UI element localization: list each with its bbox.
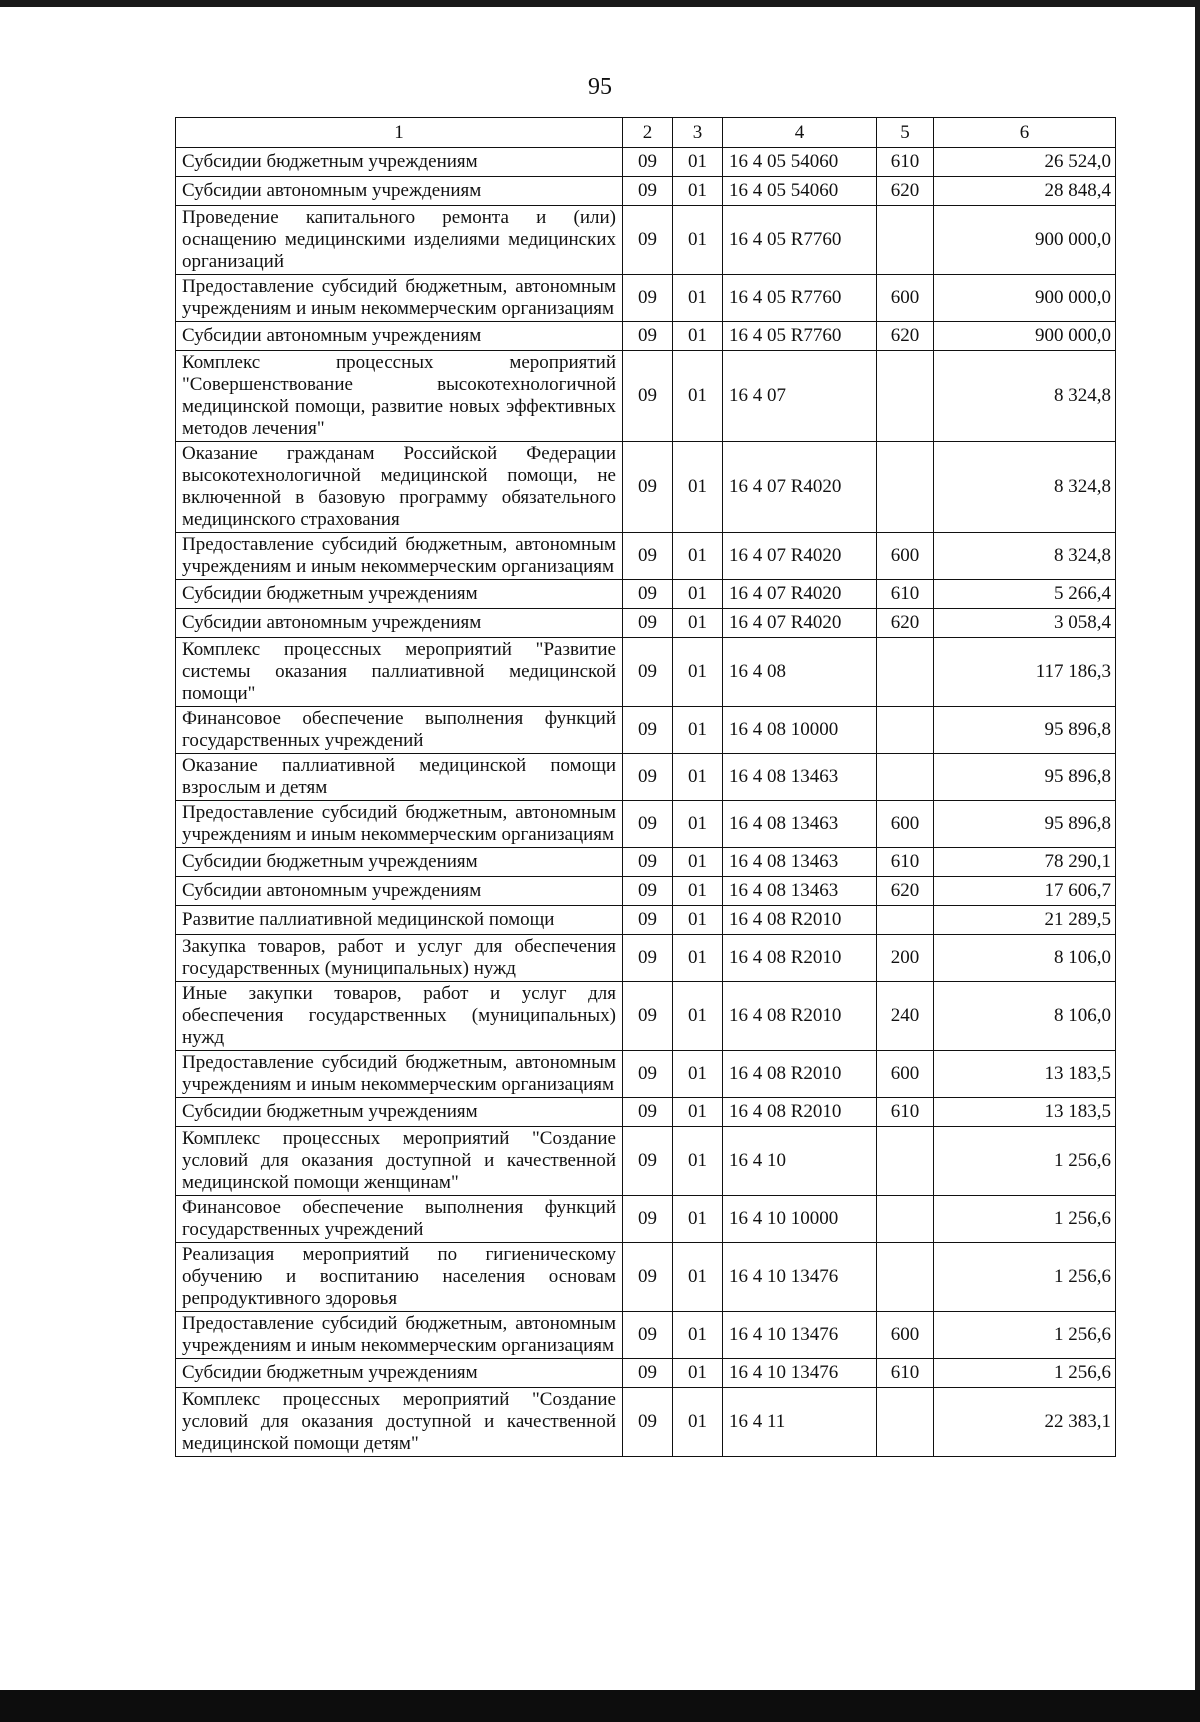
scan-bottom-border — [0, 1690, 1200, 1722]
cell-subsection: 01 — [673, 935, 723, 982]
table-row — [176, 801, 1116, 848]
table-row — [176, 935, 1116, 982]
cell-target-code: 16 4 05 R7760 — [723, 206, 877, 275]
header-col-amount: 6 — [934, 118, 1116, 148]
cell-expense-type: 620 — [877, 322, 934, 351]
cell-name: Иные закупки товаров, работ и услуг для обеспечения государственных (муниципальных) нужд — [176, 982, 623, 1051]
table-row — [176, 1098, 1116, 1127]
cell-target-code: 16 4 11 — [723, 1388, 877, 1457]
cell-amount: 28 848,4 — [934, 177, 1116, 206]
cell-name: Субсидии бюджетным учреждениям — [176, 580, 623, 609]
cell-section: 09 — [623, 1359, 673, 1388]
cell-expense-type — [877, 1243, 934, 1312]
cell-amount: 8 106,0 — [934, 935, 1116, 982]
cell-expense-type — [877, 206, 934, 275]
cell-expense-type: 600 — [877, 1051, 934, 1098]
cell-subsection: 01 — [673, 877, 723, 906]
cell-expense-type — [877, 1196, 934, 1243]
cell-expense-type: 610 — [877, 848, 934, 877]
cell-target-code: 16 4 08 13463 — [723, 801, 877, 848]
cell-expense-type: 600 — [877, 533, 934, 580]
budget-table-wrapper — [175, 117, 1115, 1457]
cell-target-code: 16 4 08 R2010 — [723, 982, 877, 1051]
cell-expense-type: 600 — [877, 801, 934, 848]
cell-subsection: 01 — [673, 533, 723, 580]
table-row — [176, 206, 1116, 275]
cell-target-code: 16 4 07 R4020 — [723, 442, 877, 533]
cell-subsection: 01 — [673, 609, 723, 638]
table-row — [176, 1312, 1116, 1359]
cell-section: 09 — [623, 275, 673, 322]
header-col-expense-type: 5 — [877, 118, 934, 148]
cell-target-code: 16 4 08 R2010 — [723, 1098, 877, 1127]
table-row — [176, 1051, 1116, 1098]
cell-expense-type: 600 — [877, 1312, 934, 1359]
cell-target-code: 16 4 07 R4020 — [723, 533, 877, 580]
cell-section: 09 — [623, 982, 673, 1051]
cell-target-code: 16 4 05 54060 — [723, 148, 877, 177]
cell-target-code: 16 4 07 R4020 — [723, 580, 877, 609]
cell-subsection: 01 — [673, 1243, 723, 1312]
cell-name: Субсидии автономным учреждениям — [176, 322, 623, 351]
scan-top-border — [0, 0, 1200, 7]
cell-expense-type: 600 — [877, 275, 934, 322]
cell-name: Финансовое обеспечение выполнения функций государственных учреждений — [176, 707, 623, 754]
cell-amount: 8 324,8 — [934, 442, 1116, 533]
cell-section: 09 — [623, 801, 673, 848]
cell-name: Субсидии автономным учреждениям — [176, 877, 623, 906]
cell-subsection: 01 — [673, 848, 723, 877]
cell-expense-type: 610 — [877, 148, 934, 177]
cell-expense-type: 610 — [877, 1098, 934, 1127]
cell-amount: 17 606,7 — [934, 877, 1116, 906]
table-row — [176, 533, 1116, 580]
cell-section: 09 — [623, 580, 673, 609]
cell-amount: 8 324,8 — [934, 351, 1116, 442]
cell-target-code: 16 4 08 R2010 — [723, 1051, 877, 1098]
cell-name: Предоставление субсидий бюджетным, автономным учреждениям и иным некоммерческим организациям — [176, 1312, 623, 1359]
cell-subsection: 01 — [673, 1127, 723, 1196]
cell-amount: 1 256,6 — [934, 1196, 1116, 1243]
cell-expense-type — [877, 1127, 934, 1196]
cell-target-code: 16 4 10 13476 — [723, 1359, 877, 1388]
table-row — [176, 754, 1116, 801]
cell-name: Предоставление субсидий бюджетным, автономным учреждениям и иным некоммерческим организациям — [176, 1051, 623, 1098]
cell-section: 09 — [623, 351, 673, 442]
table-row — [176, 1196, 1116, 1243]
table-row — [176, 848, 1116, 877]
cell-expense-type — [877, 906, 934, 935]
cell-expense-type: 610 — [877, 580, 934, 609]
cell-subsection: 01 — [673, 1388, 723, 1457]
cell-name: Комплекс процессных мероприятий "Совершенствование высокотехнологичной медицинской помощи, развитие новых эффективных методов лечения" — [176, 351, 623, 442]
cell-subsection: 01 — [673, 638, 723, 707]
cell-name: Оказание гражданам Российской Федерации высокотехнологичной медицинской помощи, не включенной в базовую программу обязательного медицинского страхования — [176, 442, 623, 533]
cell-target-code: 16 4 08 13463 — [723, 877, 877, 906]
budget-table — [175, 117, 1116, 1457]
cell-expense-type — [877, 351, 934, 442]
cell-expense-type — [877, 1388, 934, 1457]
cell-subsection: 01 — [673, 1359, 723, 1388]
table-row — [176, 1127, 1116, 1196]
cell-name: Субсидии бюджетным учреждениям — [176, 1098, 623, 1127]
cell-section: 09 — [623, 533, 673, 580]
cell-section: 09 — [623, 322, 673, 351]
table-row — [176, 609, 1116, 638]
cell-amount: 22 383,1 — [934, 1388, 1116, 1457]
cell-amount: 900 000,0 — [934, 275, 1116, 322]
cell-amount: 21 289,5 — [934, 906, 1116, 935]
cell-subsection: 01 — [673, 442, 723, 533]
cell-section: 09 — [623, 638, 673, 707]
cell-amount: 1 256,6 — [934, 1243, 1116, 1312]
cell-name: Развитие паллиативной медицинской помощи — [176, 906, 623, 935]
cell-section: 09 — [623, 1196, 673, 1243]
cell-section: 09 — [623, 1051, 673, 1098]
cell-target-code: 16 4 10 13476 — [723, 1243, 877, 1312]
cell-target-code: 16 4 08 — [723, 638, 877, 707]
table-body — [176, 148, 1116, 1457]
cell-target-code: 16 4 08 13463 — [723, 754, 877, 801]
cell-name: Субсидии автономным учреждениям — [176, 609, 623, 638]
page-number: 95 — [588, 74, 612, 100]
cell-subsection: 01 — [673, 754, 723, 801]
cell-amount: 1 256,6 — [934, 1127, 1116, 1196]
table-row — [176, 638, 1116, 707]
table-row — [176, 442, 1116, 533]
cell-amount: 95 896,8 — [934, 707, 1116, 754]
cell-expense-type: 200 — [877, 935, 934, 982]
table-row — [176, 1359, 1116, 1388]
cell-subsection: 01 — [673, 206, 723, 275]
cell-section: 09 — [623, 1127, 673, 1196]
cell-expense-type: 620 — [877, 609, 934, 638]
cell-subsection: 01 — [673, 580, 723, 609]
cell-name: Предоставление субсидий бюджетным, автономным учреждениям и иным некоммерческим организациям — [176, 275, 623, 322]
header-col-name: 1 — [176, 118, 623, 148]
cell-subsection: 01 — [673, 148, 723, 177]
cell-amount: 26 524,0 — [934, 148, 1116, 177]
cell-subsection: 01 — [673, 351, 723, 442]
table-row — [176, 275, 1116, 322]
cell-target-code: 16 4 08 R2010 — [723, 935, 877, 982]
cell-section: 09 — [623, 206, 673, 275]
cell-section: 09 — [623, 1388, 673, 1457]
cell-target-code: 16 4 10 10000 — [723, 1196, 877, 1243]
table-row — [176, 1388, 1116, 1457]
cell-amount: 13 183,5 — [934, 1098, 1116, 1127]
cell-amount: 117 186,3 — [934, 638, 1116, 707]
cell-target-code: 16 4 10 — [723, 1127, 877, 1196]
table-row — [176, 351, 1116, 442]
cell-section: 09 — [623, 609, 673, 638]
table-row — [176, 982, 1116, 1051]
cell-subsection: 01 — [673, 707, 723, 754]
cell-expense-type — [877, 442, 934, 533]
cell-name: Закупка товаров, работ и услуг для обеспечения государственных (муниципальных) нужд — [176, 935, 623, 982]
cell-amount: 95 896,8 — [934, 801, 1116, 848]
cell-name: Оказание паллиативной медицинской помощи взрослым и детям — [176, 754, 623, 801]
cell-name: Реализация мероприятий по гигиеническому обучению и воспитанию населения основам репродуктивного здоровья — [176, 1243, 623, 1312]
cell-target-code: 16 4 10 13476 — [723, 1312, 877, 1359]
cell-section: 09 — [623, 148, 673, 177]
cell-section: 09 — [623, 906, 673, 935]
cell-expense-type: 610 — [877, 1359, 934, 1388]
cell-section: 09 — [623, 1312, 673, 1359]
cell-section: 09 — [623, 1098, 673, 1127]
cell-amount: 900 000,0 — [934, 322, 1116, 351]
cell-subsection: 01 — [673, 177, 723, 206]
cell-subsection: 01 — [673, 801, 723, 848]
cell-amount: 8 324,8 — [934, 533, 1116, 580]
scan-right-border — [1195, 0, 1200, 1722]
cell-amount: 1 256,6 — [934, 1312, 1116, 1359]
header-col-section: 2 — [623, 118, 673, 148]
cell-section: 09 — [623, 935, 673, 982]
cell-name: Проведение капитального ремонта и (или) оснащению медицинскими изделиями медицинских организаций — [176, 206, 623, 275]
cell-target-code: 16 4 05 54060 — [723, 177, 877, 206]
cell-expense-type: 620 — [877, 177, 934, 206]
cell-name: Комплекс процессных мероприятий "Создание условий для оказания доступной и качественной медицинской помощи детям" — [176, 1388, 623, 1457]
cell-target-code: 16 4 05 R7760 — [723, 322, 877, 351]
cell-amount: 13 183,5 — [934, 1051, 1116, 1098]
cell-section: 09 — [623, 442, 673, 533]
cell-expense-type — [877, 707, 934, 754]
cell-subsection: 01 — [673, 1098, 723, 1127]
cell-subsection: 01 — [673, 1051, 723, 1098]
cell-target-code: 16 4 08 10000 — [723, 707, 877, 754]
cell-name: Комплекс процессных мероприятий "Развитие системы оказания паллиативной медицинской помощи" — [176, 638, 623, 707]
table-row — [176, 322, 1116, 351]
cell-target-code: 16 4 07 — [723, 351, 877, 442]
cell-target-code: 16 4 08 R2010 — [723, 906, 877, 935]
cell-amount: 3 058,4 — [934, 609, 1116, 638]
cell-target-code: 16 4 07 R4020 — [723, 609, 877, 638]
table-row — [176, 148, 1116, 177]
cell-amount: 8 106,0 — [934, 982, 1116, 1051]
cell-subsection: 01 — [673, 1312, 723, 1359]
header-col-subsection: 3 — [673, 118, 723, 148]
cell-expense-type: 240 — [877, 982, 934, 1051]
cell-section: 09 — [623, 754, 673, 801]
cell-section: 09 — [623, 707, 673, 754]
cell-name: Субсидии бюджетным учреждениям — [176, 148, 623, 177]
cell-subsection: 01 — [673, 322, 723, 351]
cell-subsection: 01 — [673, 982, 723, 1051]
cell-subsection: 01 — [673, 906, 723, 935]
cell-amount: 95 896,8 — [934, 754, 1116, 801]
table-row — [176, 877, 1116, 906]
cell-section: 09 — [623, 1243, 673, 1312]
header-col-target-code: 4 — [723, 118, 877, 148]
table-row — [176, 1243, 1116, 1312]
cell-section: 09 — [623, 848, 673, 877]
cell-expense-type: 620 — [877, 877, 934, 906]
cell-subsection: 01 — [673, 275, 723, 322]
cell-name: Предоставление субсидий бюджетным, автономным учреждениям и иным некоммерческим организациям — [176, 801, 623, 848]
cell-subsection: 01 — [673, 1196, 723, 1243]
cell-section: 09 — [623, 877, 673, 906]
cell-amount: 1 256,6 — [934, 1359, 1116, 1388]
table-row — [176, 580, 1116, 609]
cell-section: 09 — [623, 177, 673, 206]
cell-expense-type — [877, 638, 934, 707]
cell-amount: 900 000,0 — [934, 206, 1116, 275]
cell-name: Финансовое обеспечение выполнения функций государственных учреждений — [176, 1196, 623, 1243]
cell-name: Субсидии бюджетным учреждениям — [176, 1359, 623, 1388]
cell-name: Комплекс процессных мероприятий "Создание условий для оказания доступной и качественной медицинской помощи женщинам" — [176, 1127, 623, 1196]
cell-target-code: 16 4 05 R7760 — [723, 275, 877, 322]
header-row — [176, 118, 1116, 148]
table-row — [176, 707, 1116, 754]
cell-expense-type — [877, 754, 934, 801]
cell-amount: 78 290,1 — [934, 848, 1116, 877]
cell-name: Субсидии автономным учреждениям — [176, 177, 623, 206]
cell-name: Субсидии бюджетным учреждениям — [176, 848, 623, 877]
table-row — [176, 906, 1116, 935]
table-row — [176, 177, 1116, 206]
cell-amount: 5 266,4 — [934, 580, 1116, 609]
cell-target-code: 16 4 08 13463 — [723, 848, 877, 877]
cell-name: Предоставление субсидий бюджетным, автономным учреждениям и иным некоммерческим организациям — [176, 533, 623, 580]
